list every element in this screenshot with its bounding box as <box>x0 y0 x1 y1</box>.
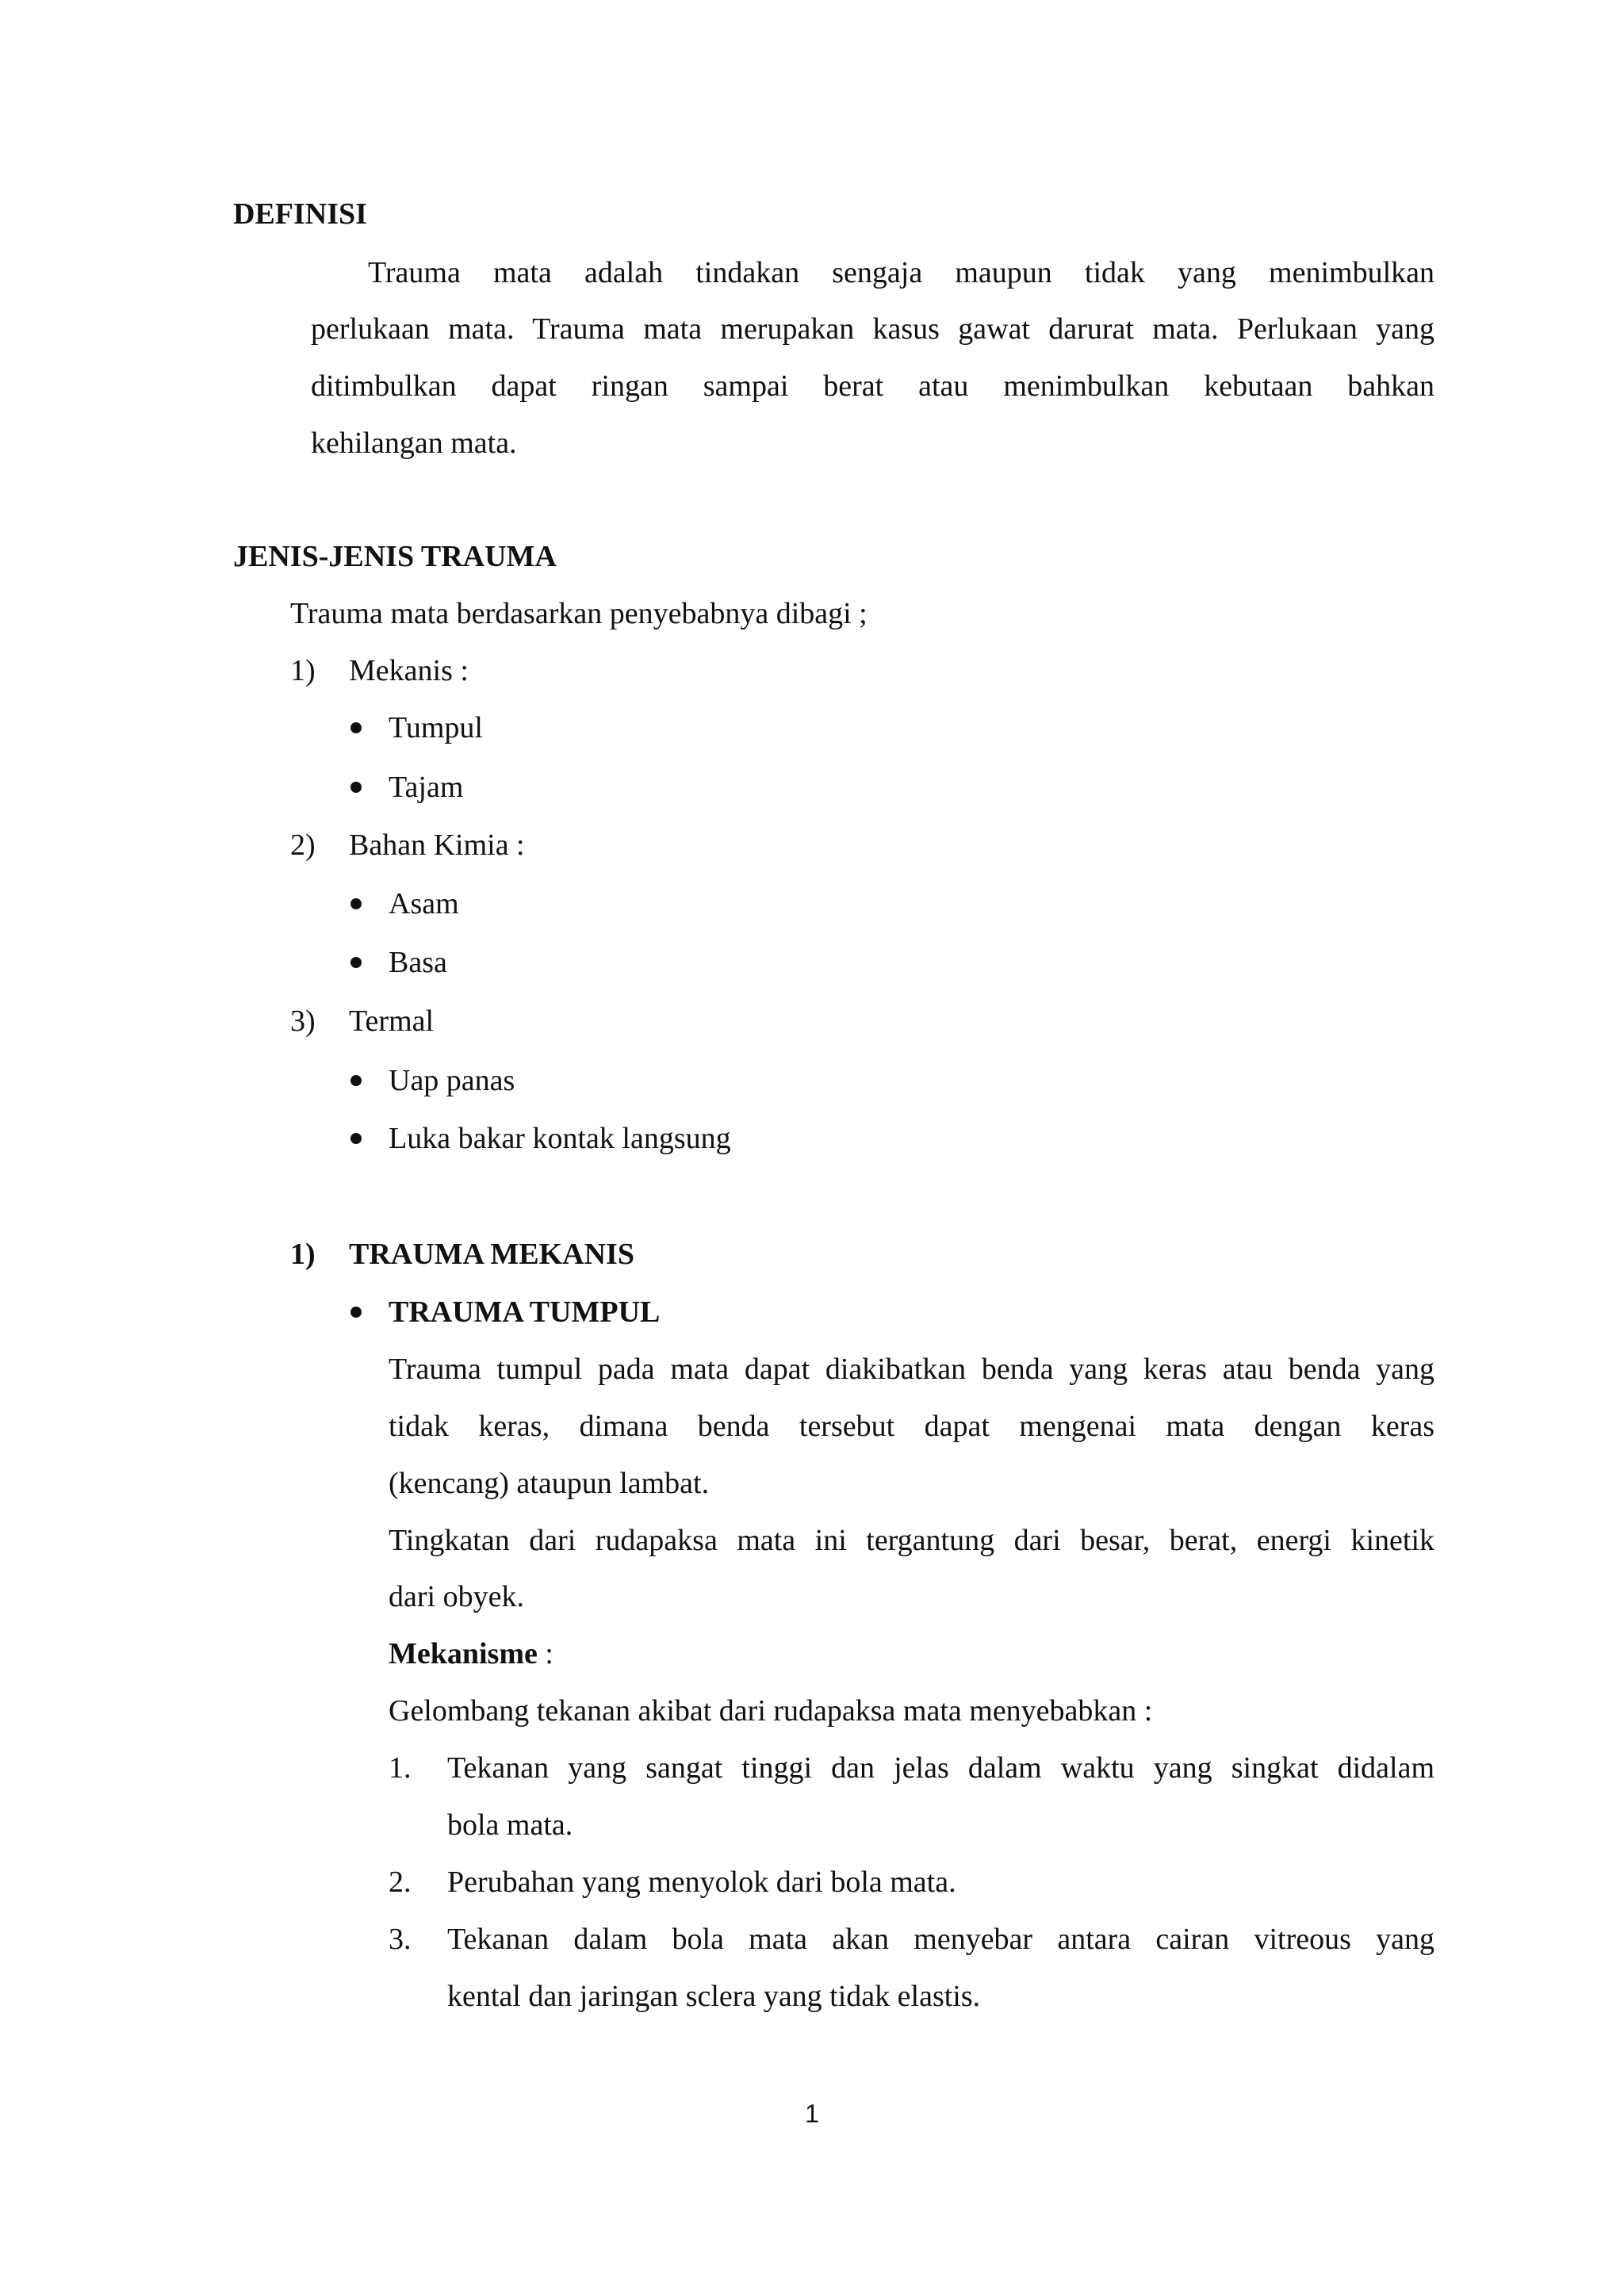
mekanis-number: 1) <box>290 1238 316 1271</box>
definisi-line-3: ditimbulkan dapat ringan sampai berat atau menimbulkan kebutaan bahkan <box>311 369 1434 403</box>
mekanisme-line <box>389 1636 553 1671</box>
mekanisme-item-1-line-1: Tekanan yang sangat tinggi dan jelas dalam waktu yang singkat didalam <box>447 1751 1434 1785</box>
jenis-heading: JENIS-JENIS TRAUMA <box>233 540 557 573</box>
jenis-group-2-item-1: Asam <box>389 887 459 920</box>
mekanisme-colon: : <box>537 1637 553 1670</box>
mekanisme-item-3-number: 3. <box>389 1923 412 1956</box>
mekanisme-item-1-number: 1. <box>389 1751 412 1785</box>
bullet-icon <box>350 782 362 793</box>
jenis-group-1-item-2: Tajam <box>389 771 464 804</box>
tumpul-para2-line-1: Tingkatan dari rudapaksa mata ini tergantung dari besar, berat, energi kinetik <box>389 1524 1434 1557</box>
trauma-tumpul-heading: TRAUMA TUMPUL <box>389 1295 661 1329</box>
mekanisme-label: Mekanisme <box>389 1637 538 1670</box>
bullet-icon <box>350 1133 362 1144</box>
page-number: 1 <box>805 2099 819 2128</box>
jenis-group-1-label: Mekanis : <box>349 654 469 687</box>
mekanis-heading: TRAUMA MEKANIS <box>349 1238 634 1271</box>
definisi-heading: DEFINISI <box>233 197 367 231</box>
tumpul-para2-line-2: dari obyek. <box>389 1580 524 1613</box>
definisi-line-1: Trauma mata adalah tindakan sengaja maupun tidak yang menimbulkan <box>368 256 1434 289</box>
definisi-line-2: perlukaan mata. Trauma mata merupakan kasus gawat darurat mata. Perlukaan yang <box>311 312 1434 346</box>
mekanisme-item-2-line-1: Perubahan yang menyolok dari bola mata. <box>447 1866 956 1899</box>
bullet-icon <box>350 1307 362 1318</box>
mekanisme-item-2-number: 2. <box>389 1866 412 1899</box>
jenis-intro: Trauma mata berdasarkan penyebabnya dibagi ; <box>290 597 868 630</box>
definisi-line-4: kehilangan mata. <box>311 427 517 460</box>
tumpul-para1-line-1: Trauma tumpul pada mata dapat diakibatkan benda yang keras atau benda yang <box>389 1353 1434 1386</box>
tumpul-para1-line-2: tidak keras, dimana benda tersebut dapat mengenai mata dengan keras <box>389 1410 1434 1443</box>
bullet-icon <box>350 722 362 733</box>
mekanisme-item-1-line-2: bola mata. <box>447 1808 573 1842</box>
mekanisme-intro: Gelombang tekanan akibat dari rudapaksa mata menyebabkan : <box>389 1694 1153 1728</box>
jenis-group-2-label: Bahan Kimia : <box>349 828 525 862</box>
tumpul-para1-line-3: (kencang) ataupun lambat. <box>389 1467 710 1500</box>
mekanisme-item-3-line-2: kental dan jaringan sclera yang tidak elastis. <box>447 1980 981 2013</box>
jenis-group-1-item-1: Tumpul <box>389 711 483 744</box>
jenis-group-2-item-2: Basa <box>389 946 447 979</box>
bullet-icon <box>350 1075 362 1086</box>
jenis-group-3-item-1: Uap panas <box>389 1064 515 1097</box>
jenis-group-3-label: Termal <box>349 1004 435 1038</box>
bullet-icon <box>350 898 362 909</box>
jenis-group-3-number: 3) <box>290 1004 316 1038</box>
jenis-group-1-number: 1) <box>290 654 316 687</box>
jenis-group-3-item-2: Luka bakar kontak langsung <box>389 1122 731 1155</box>
bullet-icon <box>350 957 362 968</box>
jenis-group-2-number: 2) <box>290 828 316 862</box>
mekanisme-item-3-line-1: Tekanan dalam bola mata akan menyebar antara cairan vitreous yang <box>447 1923 1434 1956</box>
